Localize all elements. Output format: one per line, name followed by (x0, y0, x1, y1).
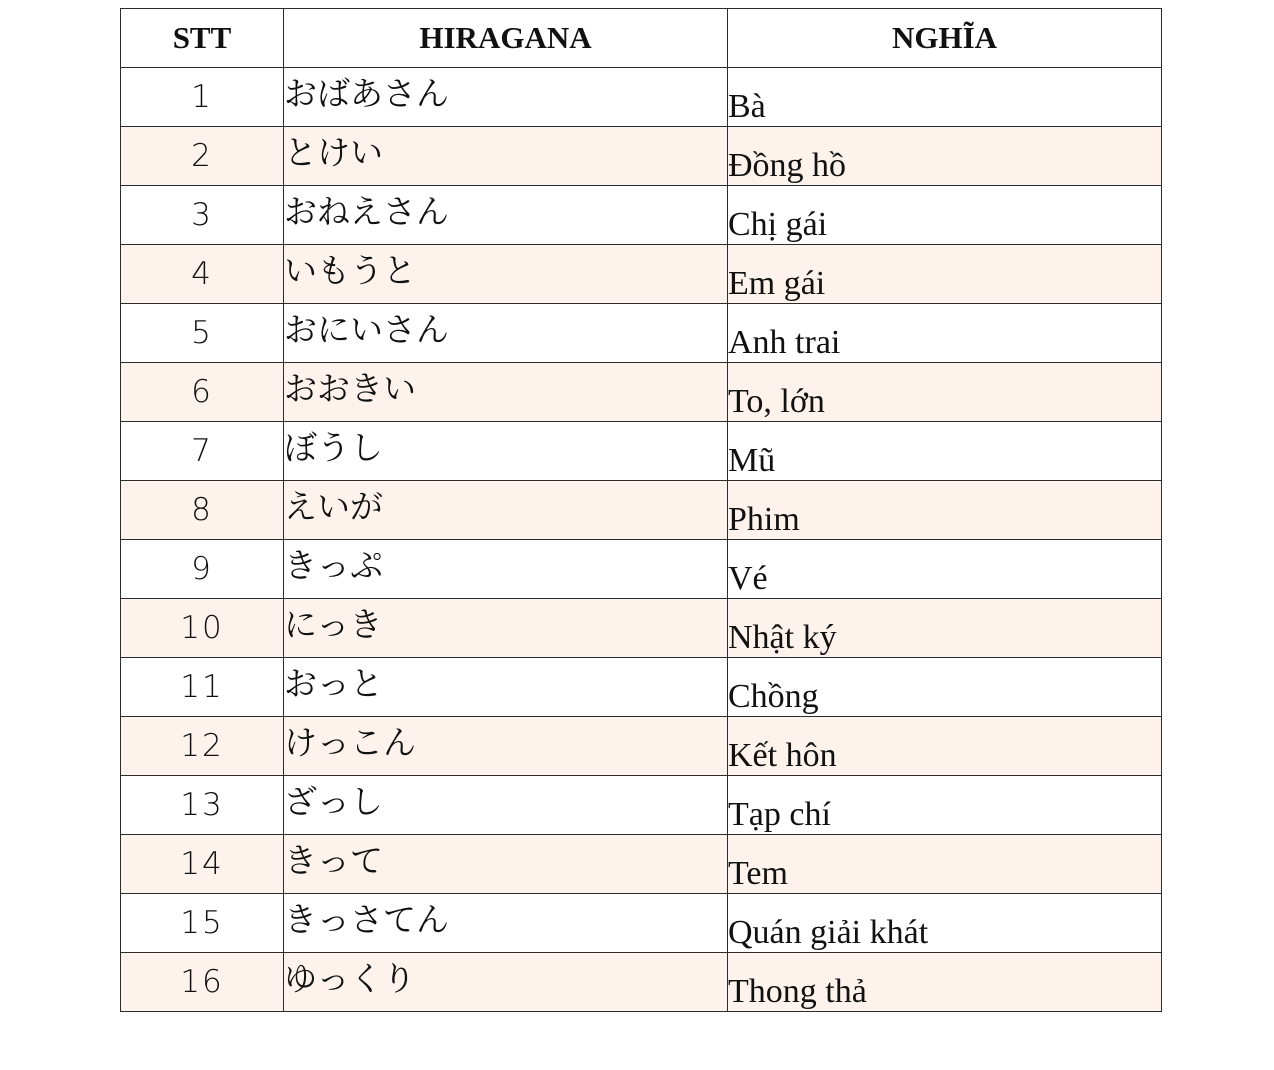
table-row (121, 245, 1162, 304)
table-row (121, 68, 1162, 127)
cell-meaning: Phim (728, 481, 1162, 540)
cell-hiragana: いもうと (284, 245, 728, 304)
cell-meaning: Quán giải khát (728, 894, 1162, 953)
cell-meaning: Thong thả (728, 953, 1162, 1012)
cell-stt: 10 (121, 599, 284, 658)
cell-stt: 8 (121, 481, 284, 540)
cell-meaning: Nhật ký (728, 599, 1162, 658)
cell-hiragana: えいが (284, 481, 728, 540)
cell-hiragana: おにいさん (284, 304, 728, 363)
table-row (121, 599, 1162, 658)
header-meaning: NGHĨA (728, 9, 1162, 68)
table-row (121, 776, 1162, 835)
cell-stt: 4 (121, 245, 284, 304)
cell-hiragana: おおきい (284, 363, 728, 422)
cell-meaning: Bà (728, 68, 1162, 127)
cell-meaning: Chị gái (728, 186, 1162, 245)
cell-hiragana: けっこん (284, 717, 728, 776)
cell-meaning: Mũ (728, 422, 1162, 481)
table-row (121, 186, 1162, 245)
cell-meaning: Tạp chí (728, 776, 1162, 835)
cell-hiragana: きって (284, 835, 728, 894)
cell-hiragana: きっさてん (284, 894, 728, 953)
cell-meaning: Kết hôn (728, 717, 1162, 776)
header-stt: STT (121, 9, 284, 68)
cell-stt: 5 (121, 304, 284, 363)
cell-meaning: Anh trai (728, 304, 1162, 363)
cell-stt: 14 (121, 835, 284, 894)
cell-hiragana: にっき (284, 599, 728, 658)
cell-stt: 15 (121, 894, 284, 953)
cell-hiragana: ぼうし (284, 422, 728, 481)
cell-meaning: Vé (728, 540, 1162, 599)
cell-hiragana: おばあさん (284, 68, 728, 127)
header-row (121, 9, 1162, 68)
vocabulary-table (120, 8, 1162, 1012)
cell-stt: 1 (121, 68, 284, 127)
table-row (121, 422, 1162, 481)
cell-stt: 2 (121, 127, 284, 186)
table-row (121, 363, 1162, 422)
table-body (121, 68, 1162, 1012)
cell-hiragana: ざっし (284, 776, 728, 835)
cell-meaning: Đồng hồ (728, 127, 1162, 186)
cell-stt: 9 (121, 540, 284, 599)
cell-meaning: Chồng (728, 658, 1162, 717)
cell-stt: 16 (121, 953, 284, 1012)
cell-hiragana: ゆっくり (284, 953, 728, 1012)
table-row (121, 894, 1162, 953)
table-row (121, 717, 1162, 776)
cell-meaning: Tem (728, 835, 1162, 894)
cell-meaning: Em gái (728, 245, 1162, 304)
cell-stt: 7 (121, 422, 284, 481)
cell-stt: 6 (121, 363, 284, 422)
cell-hiragana: とけい (284, 127, 728, 186)
header-hiragana: HIRAGANA (284, 9, 728, 68)
cell-hiragana: おっと (284, 658, 728, 717)
cell-stt: 12 (121, 717, 284, 776)
cell-stt: 13 (121, 776, 284, 835)
cell-hiragana: きっぷ (284, 540, 728, 599)
cell-stt: 11 (121, 658, 284, 717)
table-row (121, 540, 1162, 599)
table-row (121, 481, 1162, 540)
table-row (121, 953, 1162, 1012)
cell-stt: 3 (121, 186, 284, 245)
cell-meaning: To, lớn (728, 363, 1162, 422)
table-header (121, 9, 1162, 68)
table-row (121, 835, 1162, 894)
table-row (121, 658, 1162, 717)
table-row (121, 127, 1162, 186)
cell-hiragana: おねえさん (284, 186, 728, 245)
table-row (121, 304, 1162, 363)
